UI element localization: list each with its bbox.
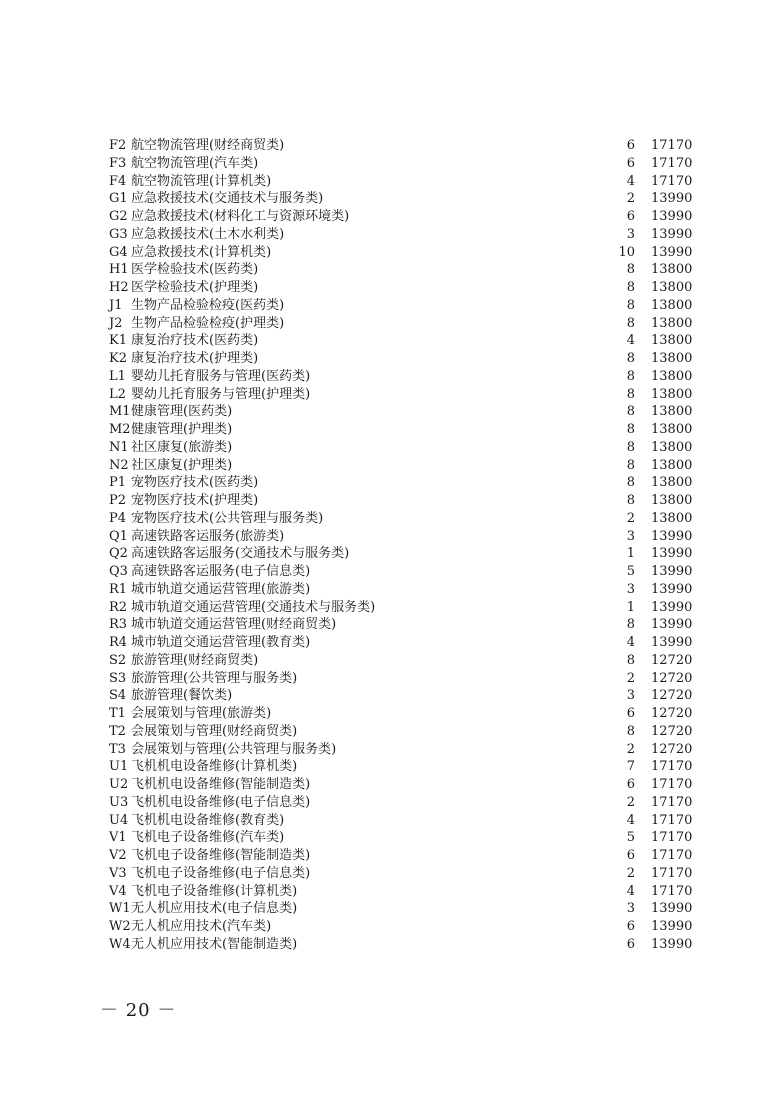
- table-row: [109, 190, 697, 208]
- table-row: [109, 918, 697, 936]
- program-code: Q2: [109, 546, 128, 562]
- table-row: [109, 652, 697, 670]
- program-code: L1: [109, 368, 126, 384]
- table-row: [109, 936, 697, 954]
- program-code: G3: [109, 226, 128, 242]
- tuition-fee: 12720: [651, 688, 693, 704]
- program-code: Q3: [109, 564, 128, 579]
- enrollment-count: 8: [626, 315, 635, 331]
- table-row: [109, 829, 697, 847]
- tuition-fee: 12720: [651, 652, 693, 668]
- enrollment-count: 6: [626, 706, 635, 721]
- table-row: [109, 581, 697, 599]
- tuition-fee: 12720: [651, 741, 693, 757]
- enrollment-count: 3: [626, 901, 635, 917]
- table-row: [109, 261, 697, 279]
- enrollment-count: 6: [626, 155, 635, 171]
- enrollment-count: 2: [626, 741, 635, 757]
- tuition-fee: 13800: [651, 297, 693, 313]
- enrollment-count: 4: [626, 333, 635, 349]
- enrollment-count: 8: [626, 652, 635, 668]
- enrollment-count: 6: [626, 209, 635, 224]
- tuition-fee: 13990: [651, 936, 693, 952]
- tuition-fee: 13990: [651, 901, 693, 917]
- enrollment-count: 3: [626, 226, 635, 242]
- tuition-fee: 13990: [651, 919, 693, 934]
- enrollment-count: 8: [626, 617, 635, 633]
- program-name: 航空物流管理(计算机类): [131, 173, 272, 189]
- tuition-fee: 13800: [651, 422, 693, 437]
- enrollment-count: 6: [626, 848, 635, 863]
- program-code: R4: [109, 635, 128, 650]
- program-code: F3: [109, 155, 127, 171]
- tuition-fee: 12720: [651, 723, 693, 739]
- program-code: V3: [109, 865, 127, 881]
- enrollment-count: 5: [626, 564, 635, 579]
- program-name: 高速铁路客运服务(旅游类): [131, 528, 285, 544]
- program-name: 健康管理(护理类): [131, 422, 233, 437]
- tuition-fee: 17170: [651, 794, 693, 810]
- tuition-fee: 13800: [651, 439, 693, 455]
- enrollment-count: 2: [626, 865, 635, 881]
- table-row: [109, 350, 697, 368]
- program-code: G4: [109, 244, 128, 260]
- enrollment-count: 6: [626, 919, 635, 934]
- program-code: H2: [109, 280, 129, 295]
- tuition-fee: 13990: [651, 226, 693, 242]
- table-row: [109, 492, 697, 510]
- program-name: 城市轨道交通运营管理(旅游类): [131, 581, 311, 597]
- program-name: 应急救援技术(交通技术与服务类): [131, 191, 324, 207]
- program-name: 飞机电子设备维修(汽车类): [131, 830, 285, 846]
- table-row: [109, 244, 697, 262]
- program-code: P4: [109, 510, 127, 526]
- table-row: [109, 705, 697, 723]
- enrollment-count: 3: [626, 581, 635, 597]
- program-code: M2: [109, 422, 131, 437]
- program-code: T2: [109, 723, 126, 739]
- tuition-fee: 13990: [651, 617, 693, 633]
- table-row: [109, 173, 697, 191]
- enrollment-count: 7: [626, 759, 635, 775]
- table-row: [109, 794, 697, 812]
- program-name: 城市轨道交通运营管理(交通技术与服务类): [131, 599, 376, 615]
- enrollment-count: 1: [626, 546, 635, 562]
- program-code: V1: [109, 830, 127, 846]
- enrollment-count: 8: [626, 475, 635, 491]
- page-number: － 20 －: [100, 1000, 177, 1021]
- tuition-fee: 17170: [651, 883, 693, 899]
- enrollment-count: 8: [626, 493, 635, 508]
- program-code: V2: [109, 848, 127, 863]
- table-row: [109, 279, 697, 297]
- table-row: [109, 900, 697, 918]
- program-code: W4: [109, 936, 131, 952]
- table-row: [109, 403, 697, 421]
- program-name: 康复治疗技术(医药类): [131, 333, 259, 349]
- program-name: 飞机机电设备维修(智能制造类): [131, 777, 311, 792]
- enrollment-count: 10: [618, 244, 635, 260]
- table-row: [109, 332, 697, 350]
- program-code: T3: [109, 741, 126, 757]
- program-code: U1: [109, 759, 129, 775]
- tuition-fee: 13990: [651, 635, 693, 650]
- table-row: [109, 386, 697, 404]
- tuition-fee: 17170: [651, 812, 693, 828]
- program-code: V4: [109, 883, 127, 899]
- table-row: [109, 421, 697, 439]
- enrollment-count: 2: [626, 670, 635, 686]
- tuition-fee: 13990: [651, 191, 693, 207]
- table-row: [109, 599, 697, 617]
- enrollment-count: 4: [626, 812, 635, 828]
- program-name: 会展策划与管理(旅游类): [131, 706, 272, 721]
- program-code: N1: [109, 439, 129, 455]
- program-name: 社区康复(旅游类): [131, 439, 233, 455]
- program-name: 飞机电子设备维修(智能制造类): [131, 848, 311, 863]
- program-name: 应急救援技术(计算机类): [131, 244, 272, 260]
- enrollment-count: 8: [626, 439, 635, 455]
- enrollment-count: 2: [626, 510, 635, 526]
- enrollment-count: 8: [626, 297, 635, 313]
- enrollment-count: 8: [626, 457, 635, 473]
- program-code: R3: [109, 617, 128, 633]
- table-row: [109, 208, 697, 226]
- program-code: R2: [109, 599, 128, 615]
- table-row: [109, 474, 697, 492]
- program-name: 无人机应用技术(智能制造类): [131, 936, 298, 952]
- program-code: H1: [109, 262, 129, 278]
- tuition-fee: 17170: [651, 155, 693, 171]
- program-name: 旅游管理(餐饮类): [131, 688, 233, 704]
- table-row: [109, 723, 697, 741]
- table-row: [109, 137, 697, 155]
- tuition-fee: 13990: [651, 581, 693, 597]
- tuition-fee: 13990: [651, 244, 693, 260]
- enrollment-count: 6: [626, 777, 635, 792]
- tuition-fee: 13990: [651, 209, 693, 224]
- tuition-fee: 13800: [651, 475, 693, 491]
- program-name: 医学检验技术(医药类): [131, 262, 259, 278]
- program-code: Q1: [109, 528, 128, 544]
- table-row: [109, 883, 697, 901]
- enrollment-count: 8: [626, 386, 635, 402]
- tuition-fee: 13800: [651, 333, 693, 349]
- program-name: 医学检验技术(护理类): [131, 280, 259, 295]
- table-row: [109, 563, 697, 581]
- program-code: S3: [109, 670, 127, 686]
- enrollment-count: 5: [626, 830, 635, 846]
- program-code: G2: [109, 209, 128, 224]
- program-name: 飞机机电设备维修(计算机类): [131, 759, 298, 775]
- program-name: 宠物医疗技术(公共管理与服务类): [131, 510, 324, 526]
- program-code: M1: [109, 404, 131, 420]
- tuition-fee: 13800: [651, 262, 693, 278]
- table-row: [109, 545, 697, 563]
- program-name: 高速铁路客运服务(电子信息类): [131, 564, 311, 579]
- program-name: 婴幼儿托育服务与管理(医药类): [131, 368, 311, 384]
- enrollment-count: 3: [626, 528, 635, 544]
- program-name: 应急救援技术(土木水利类): [131, 226, 285, 242]
- table-row: [109, 315, 697, 333]
- tuition-fee: 13990: [651, 528, 693, 544]
- tuition-fee: 12720: [651, 670, 693, 686]
- table-row: [109, 439, 697, 457]
- program-code: W2: [109, 919, 131, 934]
- program-name: 宠物医疗技术(护理类): [131, 493, 259, 508]
- table-row: [109, 776, 697, 794]
- table-row: [109, 865, 697, 883]
- table-row: [109, 155, 697, 173]
- program-code: S2: [109, 652, 127, 668]
- program-code: W1: [109, 901, 131, 917]
- enrollment-count: 4: [626, 883, 635, 899]
- program-name: 航空物流管理(汽车类): [131, 155, 259, 171]
- program-code: R1: [109, 581, 128, 597]
- program-name: 宠物医疗技术(医药类): [131, 475, 259, 491]
- enrollment-count: 8: [626, 262, 635, 278]
- tuition-fee: 17170: [651, 865, 693, 881]
- program-name: 应急救援技术(材料化工与资源环境类): [131, 209, 350, 224]
- table-row: [109, 687, 697, 705]
- program-code: L2: [109, 386, 126, 402]
- tuition-fee: 13990: [651, 599, 693, 615]
- program-code: U3: [109, 794, 129, 810]
- program-name: 飞机机电设备维修(教育类): [131, 812, 285, 828]
- tuition-fee: 17170: [651, 777, 693, 792]
- tuition-fee: 17170: [651, 830, 693, 846]
- tuition-fee: 17170: [651, 759, 693, 775]
- tuition-fee: 13800: [651, 493, 693, 508]
- program-name: 旅游管理(财经商贸类): [131, 652, 259, 668]
- table-row: [109, 847, 697, 865]
- program-code: J2: [109, 315, 123, 331]
- enrollment-count: 8: [626, 422, 635, 437]
- enrollment-count: 6: [626, 138, 635, 153]
- table-row: [109, 457, 697, 475]
- table-row: [109, 528, 697, 546]
- table-row: [109, 741, 697, 759]
- tuition-fee: 17170: [651, 173, 693, 189]
- enrollment-count: 2: [626, 191, 635, 207]
- program-name: 婴幼儿托育服务与管理(护理类): [131, 386, 311, 402]
- program-code: P1: [109, 475, 127, 491]
- program-name: 城市轨道交通运营管理(教育类): [131, 635, 311, 650]
- program-table: [109, 137, 697, 954]
- tuition-fee: 17170: [651, 138, 693, 153]
- tuition-fee: 13800: [651, 510, 693, 526]
- enrollment-count: 6: [626, 936, 635, 952]
- tuition-fee: 13800: [651, 315, 693, 331]
- program-code: G1: [109, 191, 128, 207]
- table-row: [109, 616, 697, 634]
- table-row: [109, 368, 697, 386]
- enrollment-count: 8: [626, 723, 635, 739]
- enrollment-count: 8: [626, 280, 635, 295]
- program-name: 飞机电子设备维修(计算机类): [131, 883, 298, 899]
- enrollment-count: 1: [626, 599, 635, 615]
- program-code: T1: [109, 706, 126, 721]
- enrollment-count: 8: [626, 404, 635, 420]
- enrollment-count: 4: [626, 173, 635, 189]
- enrollment-count: 4: [626, 635, 635, 650]
- tuition-fee: 13990: [651, 564, 693, 579]
- enrollment-count: 8: [626, 351, 635, 366]
- tuition-fee: 13990: [651, 546, 693, 562]
- tuition-fee: 13800: [651, 368, 693, 384]
- program-name: 健康管理(医药类): [131, 404, 233, 420]
- program-name: 社区康复(护理类): [131, 457, 233, 473]
- table-row: [109, 226, 697, 244]
- tuition-fee: 13800: [651, 280, 693, 295]
- program-code: P2: [109, 493, 127, 508]
- tuition-fee: 17170: [651, 848, 693, 863]
- tuition-fee: 13800: [651, 386, 693, 402]
- table-row: [109, 812, 697, 830]
- table-row: [109, 758, 697, 776]
- program-name: 飞机机电设备维修(电子信息类): [131, 794, 311, 810]
- table-row: [109, 297, 697, 315]
- program-name: 无人机应用技术(汽车类): [131, 919, 272, 934]
- program-name: 城市轨道交通运营管理(财经商贸类): [131, 617, 337, 633]
- program-name: 会展策划与管理(公共管理与服务类): [131, 741, 337, 757]
- program-code: S4: [109, 688, 127, 704]
- tuition-fee: 13800: [651, 351, 693, 366]
- program-code: U4: [109, 812, 129, 828]
- table-row: [109, 670, 697, 688]
- table-row: [109, 634, 697, 652]
- enrollment-count: 3: [626, 688, 635, 704]
- program-code: U2: [109, 777, 129, 792]
- program-name: 无人机应用技术(电子信息类): [131, 901, 298, 917]
- program-code: N2: [109, 457, 129, 473]
- program-name: 康复治疗技术(护理类): [131, 351, 259, 366]
- table-row: [109, 510, 697, 528]
- tuition-fee: 13800: [651, 457, 693, 473]
- tuition-fee: 12720: [651, 706, 693, 721]
- program-code: F4: [109, 173, 127, 189]
- program-name: 飞机电子设备维修(电子信息类): [131, 865, 311, 881]
- program-name: 航空物流管理(财经商贸类): [131, 138, 285, 153]
- program-code: K2: [109, 351, 127, 366]
- tuition-fee: 13800: [651, 404, 693, 420]
- program-code: K1: [109, 333, 127, 349]
- program-name: 旅游管理(公共管理与服务类): [131, 670, 298, 686]
- program-code: J1: [109, 297, 123, 313]
- enrollment-count: 8: [626, 368, 635, 384]
- program-name: 生物产品检验检疫(护理类): [131, 315, 285, 331]
- program-name: 高速铁路客运服务(交通技术与服务类): [131, 546, 350, 562]
- program-name: 生物产品检验检疫(医药类): [131, 297, 285, 313]
- program-code: F2: [109, 138, 127, 153]
- enrollment-count: 2: [626, 794, 635, 810]
- program-name: 会展策划与管理(财经商贸类): [131, 723, 298, 739]
